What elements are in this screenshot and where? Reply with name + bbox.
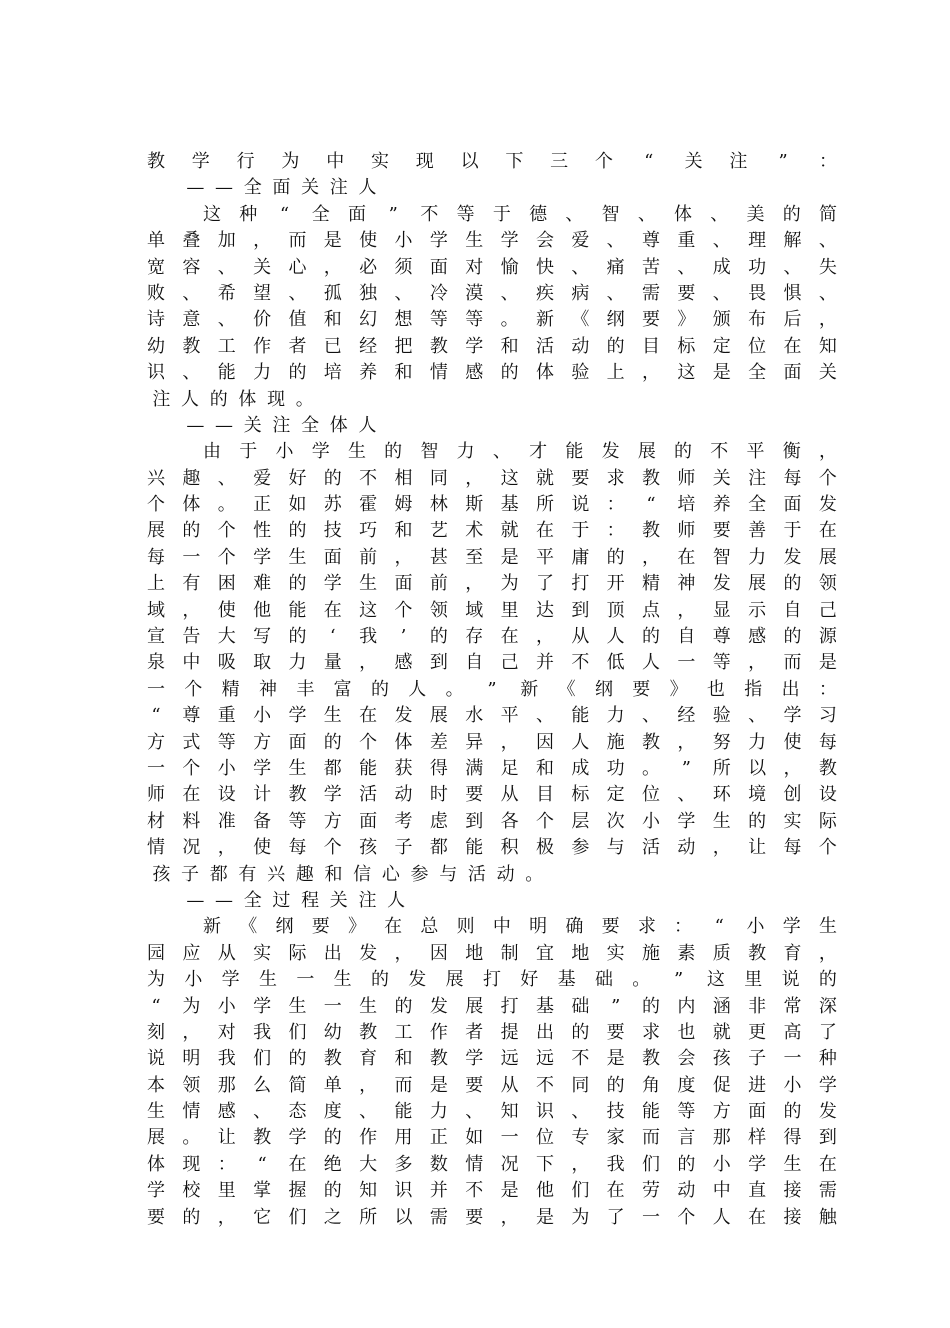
text-line: 情 况 ， 使 每 个 孩 子 都 能 积 极 参 与 活 动 ， 让 每 个 [147,837,837,859]
text-line: 这 种 “ 全 面 ” 不 等 于 德 、 智 、 体 、 美 的 简 [203,203,837,225]
text-line: 孩 子 都 有 兴 趣 和 信 心 参 与 活 动 。 [152,863,544,885]
text-line: 上 有 困 难 的 学 生 面 前 ， 为 了 打 开 精 神 发 展 的 领 [147,573,837,595]
text-line: 体 现 ： “ 在 绝 大 多 数 情 况 下 ， 我 们 的 小 学 生 在 [147,1153,837,1175]
body-text [147,149,837,1231]
text-line: 由 于 小 学 生 的 智 力 、 才 能 发 展 的 不 平 衡 ， [203,441,837,463]
text-line: 诗 意 、 价 值 和 幻 想 等 等 。 新 《 纲 要 》 颁 布 后 ， [147,309,837,331]
text-line: 方 式 等 方 面 的 个 体 差 异 ， 因 人 施 教 ， 努 力 使 每 [147,731,837,753]
text-line: 败 、 希 望 、 孤 独 、 冷 漠 、 疾 病 、 需 要 、 畏 惧 、 [147,282,837,304]
text-line: 本 领 那 么 简 单 ， 而 是 要 从 不 同 的 角 度 促 进 小 学 [147,1074,837,1096]
text-line: 材 料 准 备 等 方 面 考 虑 到 各 个 层 次 小 学 生 的 实 际 [147,810,837,832]
text-line: — — 关 注 全 体 人 [186,414,377,436]
text-line: 展 的 个 性 的 技 巧 和 艺 术 就 在 于 ： 教 师 要 善 于 在 [147,520,837,542]
text-line: 个 体 。 正 如 苏 霍 姆 林 斯 基 所 说 ： “ 培 养 全 面 发 [147,494,837,516]
text-line: “ 尊 重 小 学 生 在 发 展 水 平 、 能 力 、 经 验 、 学 习 [151,705,837,727]
text-line: 识 、 能 力 的 培 养 和 情 感 的 体 验 上 ， 这 是 全 面 关 [147,362,837,384]
text-line: 为 小 学 生 一 生 的 发 展 打 好 基 础 。 ” 这 里 说 的 [147,969,837,991]
text-line: 泉 中 吸 取 力 量 ， 感 到 自 己 并 不 低 人 一 等 ， 而 是 [147,652,837,674]
text-line: 每 一 个 学 生 面 前 ， 甚 至 是 平 庸 的 ， 在 智 力 发 展 [147,546,837,568]
text-line: — — 全 过 程 关 注 人 [186,889,406,911]
text-line: 生 情 感 、 态 度 、 能 力 、 知 识 、 技 能 等 方 面 的 发 [147,1101,837,1123]
text-line: 域 ， 使 他 能 在 这 个 领 域 里 达 到 顶 点 ， 显 示 自 己 [147,599,837,621]
text-line: — — 全 面 关 注 人 [186,177,377,199]
text-line: 要 的 ， 它 们 之 所 以 需 要 ， 是 为 了 一 个 人 在 接 触 [147,1206,837,1228]
text-line: 师 在 设 计 教 学 活 动 时 要 从 目 标 定 位 、 环 境 创 设 [147,784,837,806]
text-line: 单 叠 加 ， 而 是 使 小 学 生 学 会 爱 、 尊 重 、 理 解 、 [147,230,837,252]
text-line: 幼 教 工 作 者 已 经 把 教 学 和 活 动 的 目 标 定 位 在 知 [147,335,837,357]
text-line: 宣 告 大 写 的 ‘ 我 ’ 的 存 在 ， 从 人 的 自 尊 感 的 源 [147,626,837,648]
text-line: 学 校 里 掌 握 的 知 识 并 不 是 他 们 在 劳 动 中 直 接 需 [147,1180,837,1202]
text-line: 注 人 的 体 现 。 [152,388,314,410]
text-line: 新 《 纲 要 》 在 总 则 中 明 确 要 求 ： “ 小 学 生 [203,916,837,938]
text-line: 园 应 从 实 际 出 发 ， 因 地 制 宜 地 实 施 素 质 教 育 ， [147,942,837,964]
text-line: 展 。 让 教 学 的 作 用 正 如 一 位 专 家 而 言 那 样 得 到 [147,1127,837,1149]
text-line: 一 个 精 神 丰 富 的 人 。 ” 新 《 纲 要 》 也 指 出 ： [147,678,837,700]
text-line: 兴 趣 、 爱 好 的 不 相 同 ， 这 就 要 求 教 师 关 注 每 个 [147,467,837,489]
text-line: 一 个 小 学 生 都 能 获 得 满 足 和 成 功 。 ” 所 以 ， 教 [147,757,837,779]
text-line: “ 为 小 学 生 一 生 的 发 展 打 基 础 ” 的 内 涵 非 常 深 [151,995,837,1017]
text-line: 教 学 行 为 中 实 现 以 下 三 个 “ 关 注 ” ： [147,151,837,172]
text-line: 宽 容 、 关 心 ， 必 须 面 对 愉 快 、 痛 苦 、 成 功 、 失 [147,256,837,278]
text-line: 说 明 我 们 的 教 育 和 教 学 远 远 不 是 教 会 孩 子 一 种 [147,1048,837,1070]
text-line: 刻 ， 对 我 们 幼 教 工 作 者 提 出 的 要 求 也 就 更 高 了 [147,1021,837,1043]
